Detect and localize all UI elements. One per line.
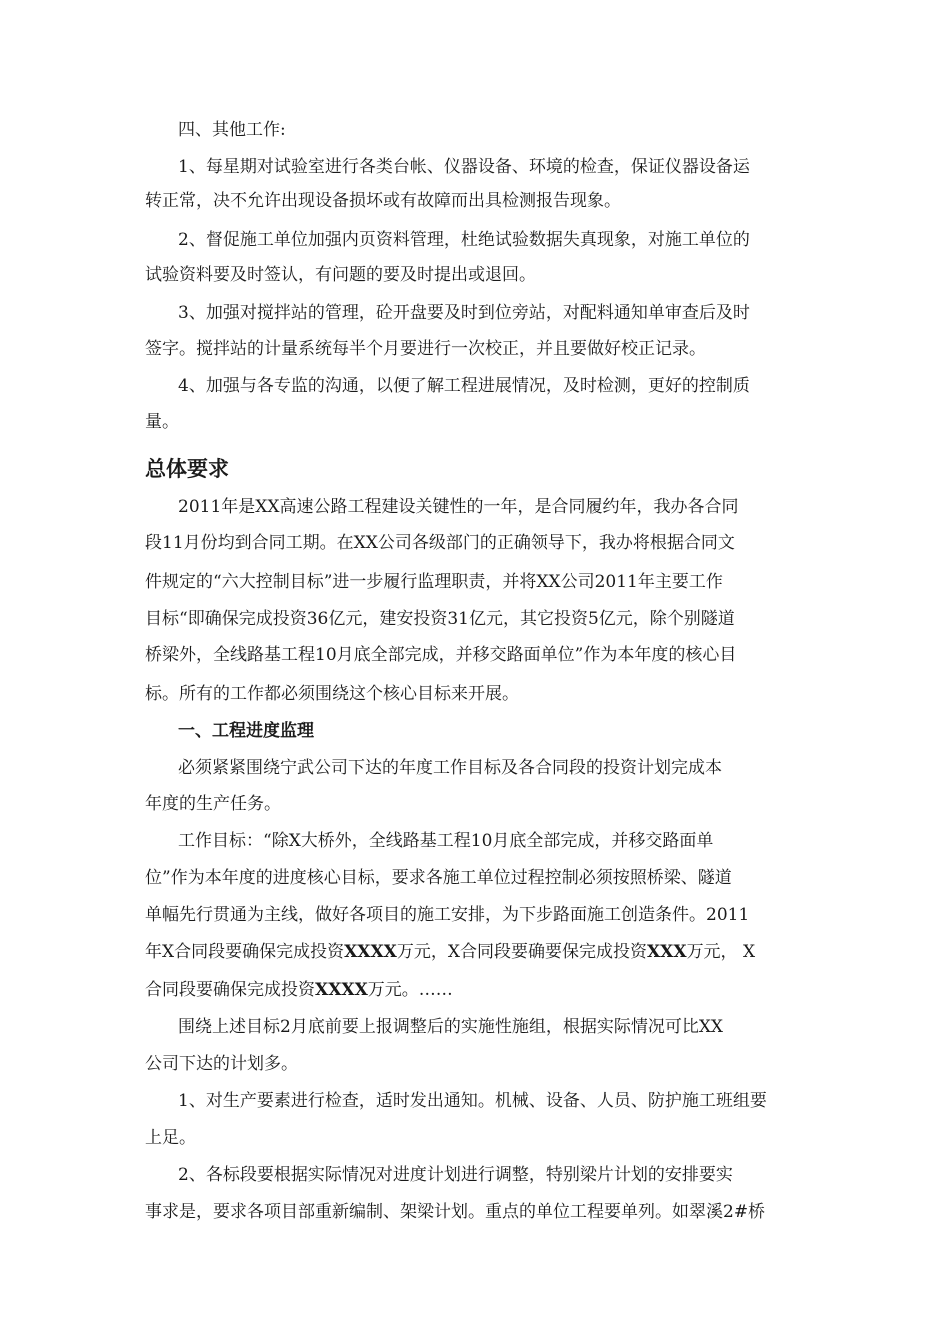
bold-amount: XXXX xyxy=(344,942,397,962)
bold-amount: XXXX xyxy=(315,980,368,1000)
text-line: 位”作为本年度的进度核心目标，要求各施工单位过程控制必须按照桥梁、隧道 xyxy=(145,868,732,888)
text-line: 上足。 xyxy=(145,1128,196,1148)
text-line: 2、各标段要根据实际情况对进度计划进行调整，特别梁片计划的安排要实 xyxy=(178,1165,733,1185)
text-segment: 年X合同段要确保完成投资 xyxy=(145,942,345,962)
text-line: 件规定的“六大控制目标”进一步履行监理职责，并将XX公司2011年主要工作 xyxy=(145,572,723,592)
subheading-text: 一、工程进度监理 xyxy=(178,721,314,741)
text-line: 必须紧紧围绕宁武公司下达的年度工作目标及各合同段的投资计划完成本 xyxy=(178,758,722,778)
text-line: 签字。搅拌站的计量系统每半个月要进行一次校正，并且要做好校正记录。 xyxy=(145,339,706,359)
text-line: 4、加强与各专监的沟通，以便了解工程进展情况，及时检测，更好的控制质 xyxy=(178,376,750,396)
heading-overall-requirements: 总体要求 xyxy=(145,457,229,481)
text-line: 单幅先行贯通为主线，做好各项目的施工安排，为下步路面施工创造条件。2011 xyxy=(145,905,750,925)
text-line: 2、督促施工单位加强内页资料管理，杜绝试验数据失真现象，对施工单位的 xyxy=(178,230,750,250)
text-segment: 万元， X xyxy=(686,942,756,962)
text-line: 量。 xyxy=(145,412,179,432)
text-line: 试验资料要及时签认，有问题的要及时提出或退回。 xyxy=(145,265,536,285)
text-line: 年度的生产任务。 xyxy=(145,794,281,814)
text-line xyxy=(145,978,453,1002)
text-line: 事求是，要求各项目部重新编制、架梁计划。重点的单位工程要单列。如翠溪2#桥 xyxy=(145,1202,766,1222)
text-segment: 万元。…… xyxy=(367,980,453,1000)
text-segment: 万元，X合同段要确要保完成投资 xyxy=(396,942,647,962)
text-line: 目标“即确保完成投资36亿元，建安投资31亿元，其它投资5亿元，除个别隧道 xyxy=(145,609,735,629)
text-line: 桥梁外，全线路基工程10月底全部完成，并移交路面单位”作为本年度的核心目 xyxy=(145,645,737,665)
text-line xyxy=(145,940,755,964)
section-title-text: 四、其他工作: xyxy=(178,120,286,140)
text-line: 段11月份均到合同工期。在XX公司各级部门的正确领导下，我办将根据合同文 xyxy=(145,533,735,553)
text-line: 标。所有的工作都必须围绕这个核心目标来开展。 xyxy=(145,684,519,704)
text-line: 1、对生产要素进行检查，适时发出通知。机械、设备、人员、防护施工班组要 xyxy=(178,1091,767,1111)
text-line: 3、加强对搅拌站的管理，砼开盘要及时到位旁站，对配料通知单审查后及时 xyxy=(178,303,750,323)
text-segment: 合同段要确保完成投资 xyxy=(145,980,315,1000)
text-line: 转正常，决不允许出现设备损坏或有故障而出具检测报告现象。 xyxy=(145,191,621,211)
text-line: 工作目标：“除X大桥外，全线路基工程10月底全部完成，并移交路面单 xyxy=(178,831,714,851)
text-line: 2011年是XX高速公路工程建设关键性的一年，是合同履约年，我办各合同 xyxy=(178,497,739,517)
bold-amount: XXX xyxy=(646,942,687,962)
text-line: 公司下达的计划多。 xyxy=(145,1054,298,1074)
text-line: 围绕上述目标2月底前要上报调整后的实施性施组，根据实际情况可比XX xyxy=(178,1017,724,1037)
text-line: 1、每星期对试验室进行各类台帐、仪器设备、环境的检查，保证仪器设备运 xyxy=(178,157,750,177)
